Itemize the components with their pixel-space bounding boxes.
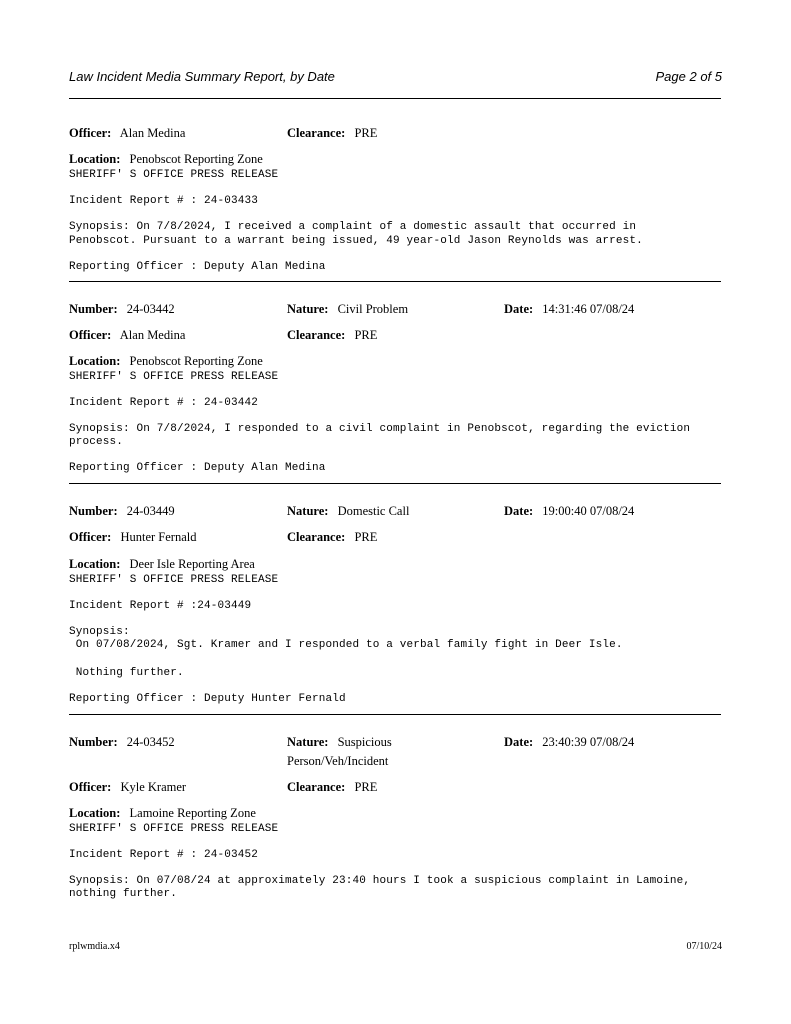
nature-field: Nature: Suspicious Person/Veh/Incident [287, 735, 392, 768]
press-release-line: SHERIFF' S OFFICE PRESS RELEASE [69, 823, 279, 835]
incident-report-line: Incident Report # : 24-03452 [69, 849, 259, 861]
entry-divider [69, 483, 721, 484]
clearance-field: Clearance: PRE [287, 780, 378, 794]
reporting-officer-line: Reporting Officer : Deputy Alan Medina [69, 261, 326, 273]
nature-field: Nature: Domestic Call [287, 504, 410, 518]
entry-divider [69, 714, 721, 715]
location-field: Location: Penobscot Reporting Zone [69, 354, 263, 368]
incident-report-line: Incident Report # : 24-03442 [69, 397, 259, 409]
reporting-officer-line: Reporting Officer : Deputy Hunter Fernald [69, 693, 346, 705]
location-field: Location: Penobscot Reporting Zone [69, 152, 263, 166]
footer-print-date: 07/10/24 [686, 941, 722, 952]
officer-field: Officer: Alan Medina [69, 126, 186, 140]
incident-report-line: Incident Report # :24-03449 [69, 600, 252, 612]
number-field: Number: 24-03452 [69, 735, 175, 749]
synopsis-line: Synopsis: [69, 626, 130, 638]
incident-report-line: Incident Report # : 24-03433 [69, 195, 259, 207]
reporting-officer-line: Reporting Officer : Deputy Alan Medina [69, 462, 326, 474]
synopsis-line: process. [69, 436, 124, 448]
officer-field: Officer: Kyle Kramer [69, 780, 187, 794]
page-number: Page 2 of 5 [655, 69, 722, 84]
nature-field: Nature: Civil Problem [287, 302, 409, 316]
location-field: Location: Deer Isle Reporting Area [69, 557, 255, 571]
location-field: Location: Lamoine Reporting Zone [69, 806, 256, 820]
number-field: Number: 24-03442 [69, 302, 175, 316]
header-divider [69, 98, 721, 99]
press-release-line: SHERIFF' S OFFICE PRESS RELEASE [69, 371, 279, 383]
clearance-field: Clearance: PRE [287, 126, 378, 140]
press-release-line: SHERIFF' S OFFICE PRESS RELEASE [69, 574, 279, 586]
synopsis-line: nothing further. [69, 888, 178, 900]
synopsis-line: Synopsis: On 07/08/24 at approximately 23:40 hours I took a suspicious complaint in Lamoine, [69, 875, 691, 887]
press-release-line: SHERIFF' S OFFICE PRESS RELEASE [69, 169, 279, 181]
officer-field: Officer: Alan Medina [69, 328, 186, 342]
entry-divider [69, 281, 721, 282]
synopsis-line: On 07/08/2024, Sgt. Kramer and I responded to a verbal family fight in Deer Isle. [69, 639, 623, 651]
synopsis-line: Nothing further. [69, 667, 184, 679]
synopsis-line: Synopsis: On 7/8/2024, I received a complaint of a domestic assault that occurred in [69, 221, 637, 233]
clearance-field: Clearance: PRE [287, 328, 378, 342]
number-field: Number: 24-03449 [69, 504, 175, 518]
date-field: Date: 23:40:39 07/08/24 [504, 735, 635, 749]
synopsis-line: Penobscot. Pursuant to a warrant being issued, 49 year-old Jason Reynolds was arrest. [69, 235, 643, 247]
clearance-field: Clearance: PRE [287, 530, 378, 544]
date-field: Date: 14:31:46 07/08/24 [504, 302, 635, 316]
footer-report-id: rplwmdia.x4 [69, 941, 120, 952]
report-title: Law Incident Media Summary Report, by Date [69, 69, 335, 84]
synopsis-line: Synopsis: On 7/8/2024, I responded to a civil complaint in Penobscot, regarding the eviction [69, 423, 691, 435]
date-field: Date: 19:00:40 07/08/24 [504, 504, 635, 518]
officer-field: Officer: Hunter Fernald [69, 530, 197, 544]
